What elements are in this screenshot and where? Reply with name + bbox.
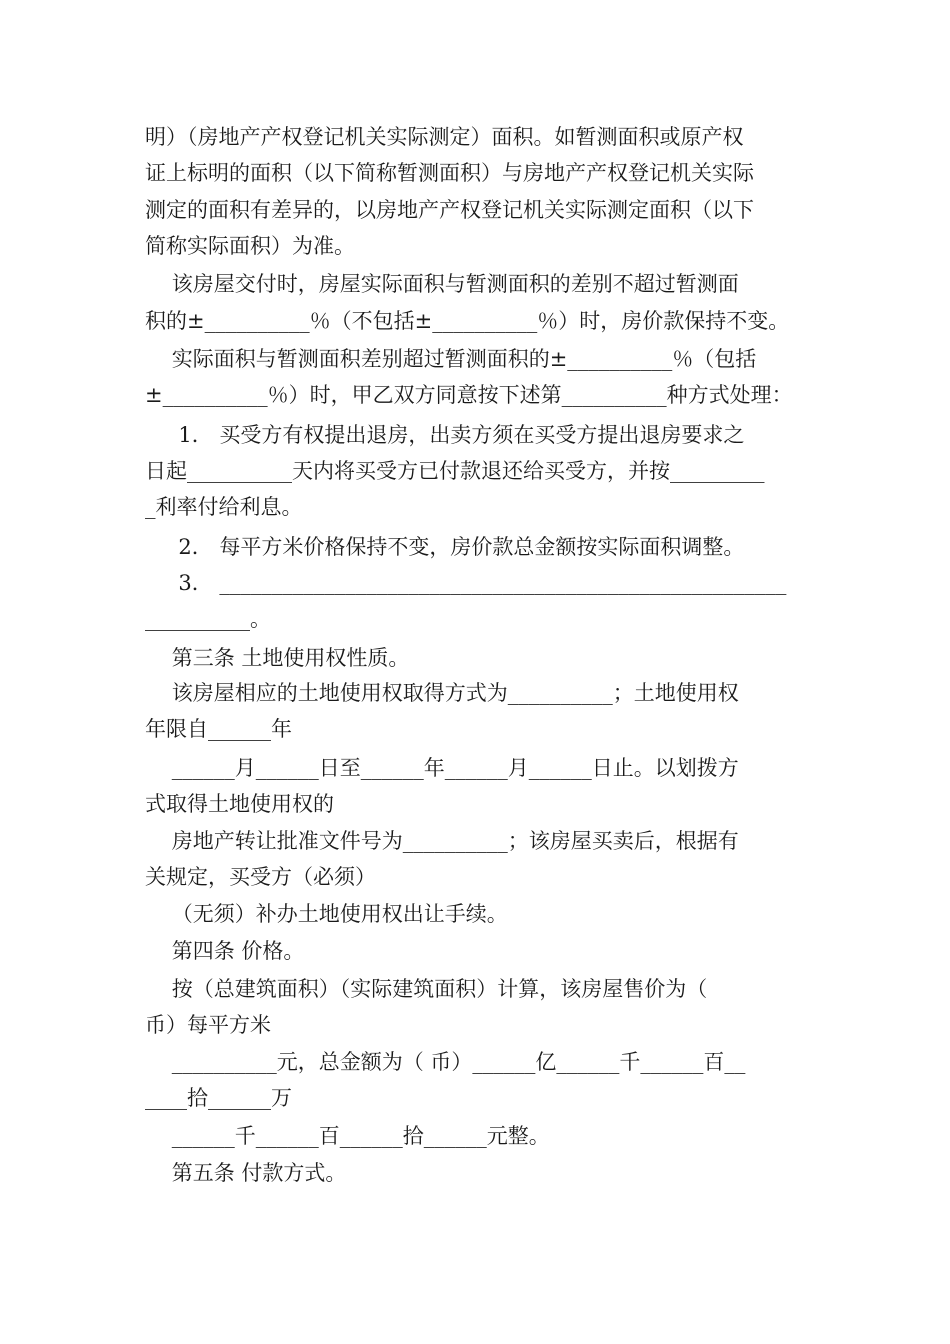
text-line: 币）每平方米: [145, 1013, 271, 1037]
text-line: 2． 每平方米价格保持不变，房价款总金额按实际面积调整。: [145, 535, 745, 559]
text-line: ______千______百______拾______元整。: [145, 1124, 550, 1148]
text-line: _利率付给利息。: [145, 495, 303, 519]
text-line: ±__________％）时，甲乙双方同意按下述第__________种方式处理：: [145, 383, 793, 407]
text-line: 积的±__________％（不包括±__________％）时，房价款保持不变。: [145, 309, 790, 333]
text-line: 测定的面积有差异的，以房地产产权登记机关实际测定面积（以下: [145, 198, 754, 222]
text-line: 第五条 付款方式。: [145, 1161, 347, 1185]
text-line: 年限自______年: [145, 717, 292, 741]
text-line: （无须）补办土地使用权出让手续。: [145, 902, 508, 926]
text-line: __________元，总金额为（ 币）______亿______千______百__: [145, 1050, 746, 1074]
text-line: 按（总建筑面积）（实际建筑面积）计算，该房屋售价为（: [145, 977, 708, 1001]
text-line: __________。: [145, 607, 271, 631]
text-line: 3． ______________________________________________________: [145, 571, 787, 595]
text-line: 第四条 价格。: [145, 939, 305, 963]
text-line: 明）（房地产产权登记机关实际测定）面积。如暂测面积或原产权: [145, 125, 744, 149]
text-line: 日起__________天内将买受方已付款退还给买受方，并按_________: [145, 459, 765, 483]
text-line: 简称实际面积）为准。: [145, 234, 355, 258]
text-line: 证上标明的面积（以下简称暂测面积）与房地产产权登记机关实际: [145, 161, 754, 185]
text-line: 1． 买受方有权提出退房，出卖方须在买受方提出退房要求之: [145, 423, 745, 447]
text-line: 房地产转让批准文件号为__________；该房屋买卖后，根据有: [145, 829, 739, 853]
text-line: 该房屋交付时，房屋实际面积与暂测面积的差别不超过暂测面: [145, 272, 739, 296]
text-line: 第三条 土地使用权性质。: [145, 646, 410, 670]
text-line: 关规定，买受方（必须）: [145, 865, 376, 889]
text-line: 式取得土地使用权的: [145, 792, 334, 816]
text-line: ______月______日至______年______月______日止。以划拨方: [145, 756, 739, 780]
text-line: 该房屋相应的土地使用权取得方式为__________；土地使用权: [145, 681, 739, 705]
text-line: ____拾______万: [145, 1086, 292, 1110]
text-line: 实际面积与暂测面积差别超过暂测面积的±__________％（包括: [145, 347, 757, 371]
